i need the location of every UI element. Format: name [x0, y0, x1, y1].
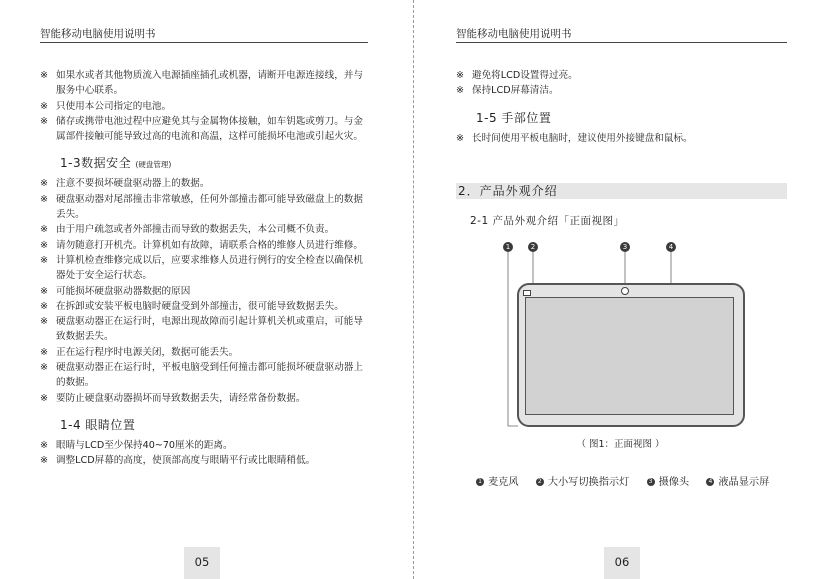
list-item: ※ 计算机检查维修完成以后，应要求维修人员进行例行的安全检查以确保机器处于安全运行状态。	[40, 254, 363, 282]
left-content	[40, 68, 368, 469]
intro-items	[40, 68, 368, 144]
list-item: ※ 正在运行程序时电源关闭，数据可能丢失。	[40, 346, 239, 358]
list-item: ※ 硬盘驱动器对尾部撞击非常敏感，任何外部撞击都可能导致磁盘上的数据丢失。	[40, 193, 363, 221]
right-content	[456, 68, 787, 146]
callout-marker-1: 1	[503, 242, 513, 252]
list-item: ※ 眼睛与LCD至少保持40~70厘米的距离。	[40, 439, 233, 451]
figure-legend	[476, 473, 783, 488]
list-item: ※ 注意不要损坏硬盘驱动器上的数据。	[40, 178, 210, 190]
running-header: 智能移动电脑使用说明书	[456, 28, 572, 40]
camera-icon	[621, 287, 629, 295]
list-item: ※ 可能损坏硬盘驱动器数据的原因	[40, 285, 191, 297]
chapter-title-bar: 2．产品外观介绍	[456, 183, 787, 199]
page-number: 06	[604, 547, 640, 579]
section-title-1-4: 1-4 眼睛位置	[60, 417, 136, 432]
list-item: ※ 由于用户疏忽或者外部撞击而导致的数据丢失，本公司概不负责。	[40, 224, 335, 236]
section-note: (硬盘管理)	[135, 160, 172, 170]
running-header: 智能移动电脑使用说明书	[40, 28, 156, 40]
list-item: ※ 硬盘驱动器正在运行时，平板电脑受到任何撞击都可能损坏硬盘驱动器上的数据。	[40, 362, 363, 389]
list-item: ※ 硬盘驱动器正在运行时，电源出现故障而引起计算机关机或重启，可能导致数据丢失。	[40, 316, 363, 343]
section-1-3-items	[40, 176, 368, 405]
legend-item-microphone: 1 麦克风	[476, 477, 519, 488]
list-item: ※ 请勿随意打开机壳。计算机如有故障，请联系合格的维修人员进行维修。	[40, 239, 363, 251]
list-item: ※ 避免将LCD设置得过亮。	[456, 70, 578, 81]
section-title-1-5: 1-5 手部位置	[476, 110, 552, 125]
list-item: ※ 只使用本公司指定的电池。	[40, 100, 172, 112]
lcd-screen	[525, 297, 734, 415]
list-item: ※ 要防止硬盘驱动器损坏而导致数据丢失，请经常备份数据。	[40, 392, 306, 404]
list-item: ※ 调整LCD屏幕的高度，使顶部高度与眼睛平行或比眼睛稍低。	[40, 455, 316, 467]
header-rule	[456, 42, 787, 43]
page-number: 05	[184, 547, 220, 579]
list-item: ※ 如果水或者其他物质流入电源插座插孔或机器，请断开电源连接线，并与服务中心联系。	[40, 70, 363, 97]
microphone-icon	[523, 290, 531, 296]
callout-marker-4: 4	[666, 242, 676, 252]
list-item: ※ 保持LCD屏幕清洁。	[456, 85, 559, 97]
section-1-4-items	[40, 438, 368, 469]
figure-subtitle: 2-1 产品外观介绍「正面视图」	[470, 215, 625, 227]
list-item: ※ 储存或携带电池过程中应避免其与金属物体接触，如车钥匙或剪刀。与金属部件接触可能导致过高的电流和高温，这样可能损坏电池或引起火灾。	[40, 115, 363, 143]
page-right	[414, 0, 827, 579]
tablet-front-view	[517, 283, 745, 427]
page-left	[0, 0, 413, 579]
section-title-1-3: 1-3数据安全 (硬盘管理)	[60, 156, 172, 171]
legend-item-lcd: 4 液晶显示屏	[706, 477, 769, 488]
header-rule	[40, 42, 368, 43]
figure-caption: （ 图1：正面视图 ）	[576, 439, 665, 450]
list-item: ※ 长时间使用平板电脑时，建议使用外接键盘和鼠标。	[456, 132, 693, 144]
callout-marker-2: 2	[528, 242, 538, 252]
list-item: ※ 在拆卸或安装平板电脑时硬盘受到外部撞击，很可能导致数据丢失。	[40, 300, 344, 312]
legend-item-caps-indicator: 2 大小写切换指示灯	[536, 477, 630, 488]
legend-item-camera: 3 摄像头	[647, 477, 690, 488]
callout-marker-3: 3	[620, 242, 630, 252]
